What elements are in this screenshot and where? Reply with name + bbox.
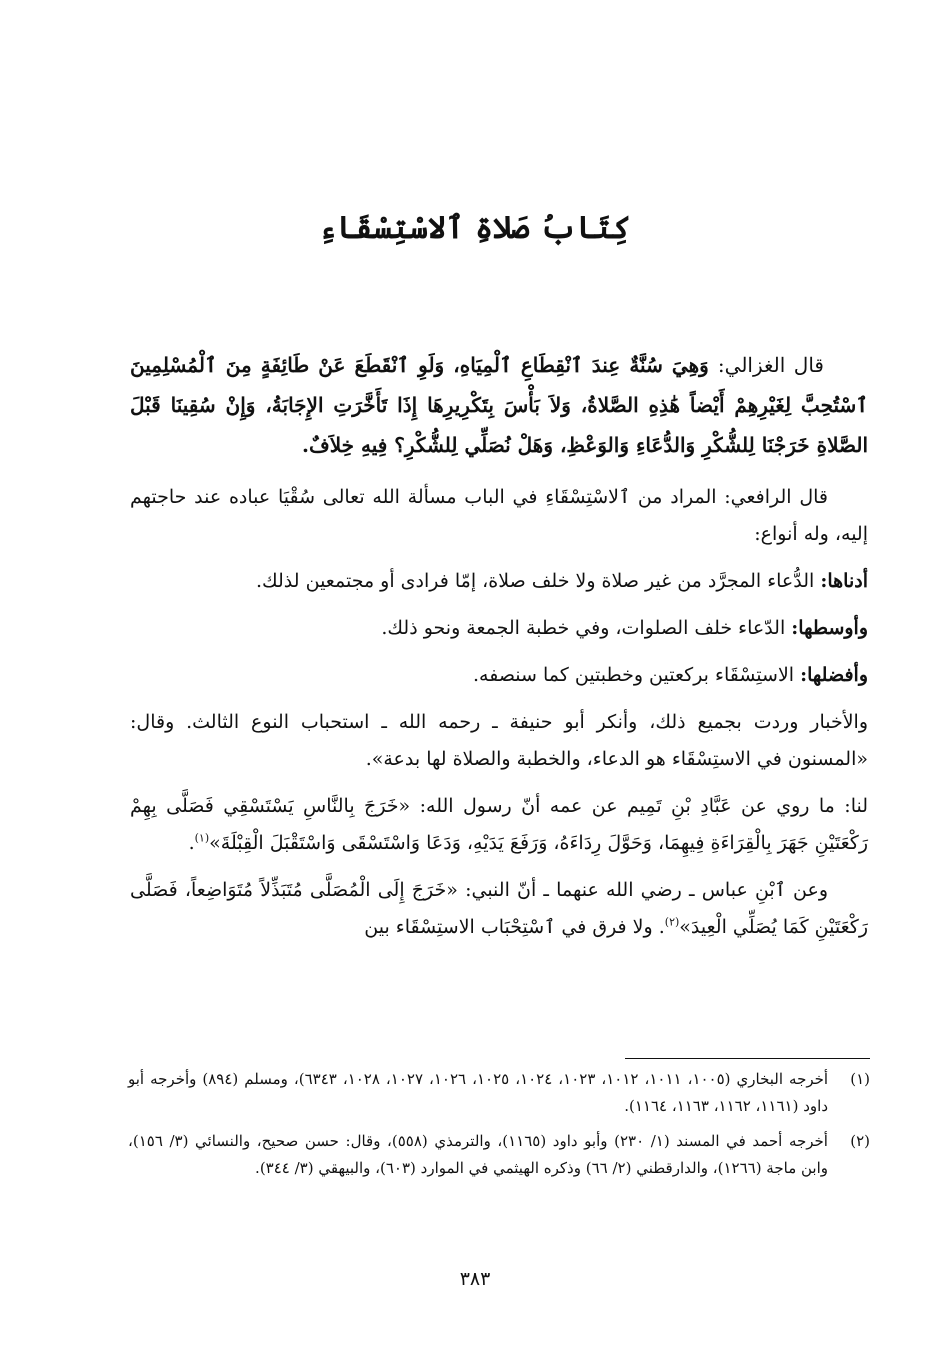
- matn-paragraph: [130, 345, 868, 465]
- ibn-abbas-end: . ولا فرق في ٱسْتِحْبَاب الاستِسْقَاء بين: [364, 916, 665, 938]
- afdaluha-label: وأفضلها:: [800, 664, 868, 686]
- ibn-abbas-text: وعن ٱبْنِ عباس ـ رضي الله عنهما ـ أنّ النبي: «خَرَجَ إِلَى الْمُصَلَّى مُتَبَذِّلاً مُتَوَاضِعاً، فَصَلَّى رَكْعَتَيْنِ كَمَا يُصَلِّي الْعِيدَ»: [130, 879, 868, 938]
- adnaha-text: الدُّعاء المجرَّد من غير صلاة ولا خلف صلاة، إمّا فرادى أو مجتمعين لذلك.: [255, 570, 815, 592]
- footnote-number: (٢): [850, 1132, 870, 1150]
- matn-lead: قال الغزالي:: [717, 353, 824, 377]
- footnote-ref-1[interactable]: (١): [194, 831, 210, 845]
- afdaluha-paragraph: [130, 657, 868, 694]
- footnote-text: أخرجه أحمد في المسند (١/ ٢٣٠) وأبو داود (١١٦٥)، والترمذي (٥٥٨)، وقال: حسن صحيح، والنسائي (٣/ ١٥٦)، وابن ماجة (١٢٦٦)، والدارقطني (٢/ ٦٦) وذكره الهيثمي في الموارد (٦٠٣)، والبيهقي (٣/ ٣٤٤).: [128, 1132, 828, 1177]
- lana-end: .: [188, 832, 195, 854]
- adnaha-paragraph: [130, 563, 868, 600]
- rafii-paragraph: قال الرافعي: المراد من ٱلاسْتِسْقَاءِ في الباب مسألة الله تعالى سُقْيَا عباده عند حاجتهم إليه، وله أنواع:: [130, 486, 868, 545]
- matn-text: وَهِيَ سُنَّةٌ عِندَ ٱنْقِطَاعِ ٱلْمِيَاهِ، وَلَوِ ٱنْقَطَعَ عَنْ طَائِفَةٍ مِنَ ٱلْمُسْلِمِينَ ٱسْتُحِبَّ لِغَيْرِهِمْ أَيْضاً هَٰذِهِ الصَّلاةُ، وَلاَ بَأْسَ بِتَكْرِيرِهَا إِذَا تَأَخَّرَتِ الإِجَابَةُ، وَإِنْ سُقِينَا قَبْلَ الصَّلاةِ خَرَجْنَا لِلشُّكْرِ وَالدُّعَاءِ وَالوَعْظِ، وَهَلْ نُصَلِّي لِلشُّكْرِ؟ فِيهِ خِلاَفٌ.: [130, 353, 868, 457]
- footnote-divider: [625, 1058, 870, 1059]
- footnote-1: [128, 1066, 870, 1120]
- page-number: ٣٨٣: [459, 1268, 491, 1290]
- lana-text: لنا: ما روي عن عَبَّادِ بْنِ تَمِيم عن عمه أنّ رسول الله: «خَرَجَ بِالنَّاسِ يَسْتَسْقِي فَصَلَّى بِهِمْ رَكْعَتَيْنِ جَهَرَ بِالْقِرَاءَةِ فِيهِمَا، وَحَوَّلَ رِدَاءَهُ، وَرَفَعَ يَدَيْهِ، وَدَعَا وَاسْتَسْقَى وَاسْتَقْبَلَ الْقِبْلَةَ»: [130, 795, 868, 854]
- footnote-text: أخرجه البخاري (١٠٠٥، ١٠١١، ١٠١٢، ١٠٢٣، ١٠٢٤، ١٠٢٥، ١٠٢٦، ١٠٢٧، ١٠٢٨، ٦٣٤٣)، ومسلم (٨٩٤) وأخرجه أبو داود (١١٦١، ١١٦٢، ١١٦٣، ١١٦٤).: [128, 1070, 829, 1115]
- footnotes: [128, 1066, 870, 1190]
- chapter-title: كِتَابُ صَلاةِ ٱلاسْتِسْقَاءِ: [318, 210, 632, 246]
- adnaha-label: أدناها:: [820, 570, 868, 592]
- footnote-2: [128, 1128, 870, 1182]
- awsatuha-label: وأوسطها:: [791, 617, 868, 639]
- main-text: [130, 345, 868, 956]
- footnote-number: (١): [850, 1070, 870, 1088]
- ibn-abbas-paragraph: [130, 872, 868, 946]
- footnote-ref-2[interactable]: (٢): [664, 915, 680, 929]
- lana-paragraph: [130, 788, 868, 862]
- awsatuha-text: الدّعاء خلف الصلوات، وفي خطبة الجمعة ونحو ذلك.: [381, 617, 786, 639]
- akhbar-paragraph: والأخبار وردت بجميع ذلك، وأنكر أبو حنيفة ـ رحمه الله ـ استحباب النوع الثالث. وقال: «المسنون في الاستِسْقَاء هو الدعاء، والخطبة والصلاة لها بدعة».: [130, 711, 868, 770]
- afdaluha-text: الاستِسْقَاء بركعتين وخطبتين كما سنصفه.: [472, 664, 795, 686]
- awsatuha-paragraph: [130, 610, 868, 647]
